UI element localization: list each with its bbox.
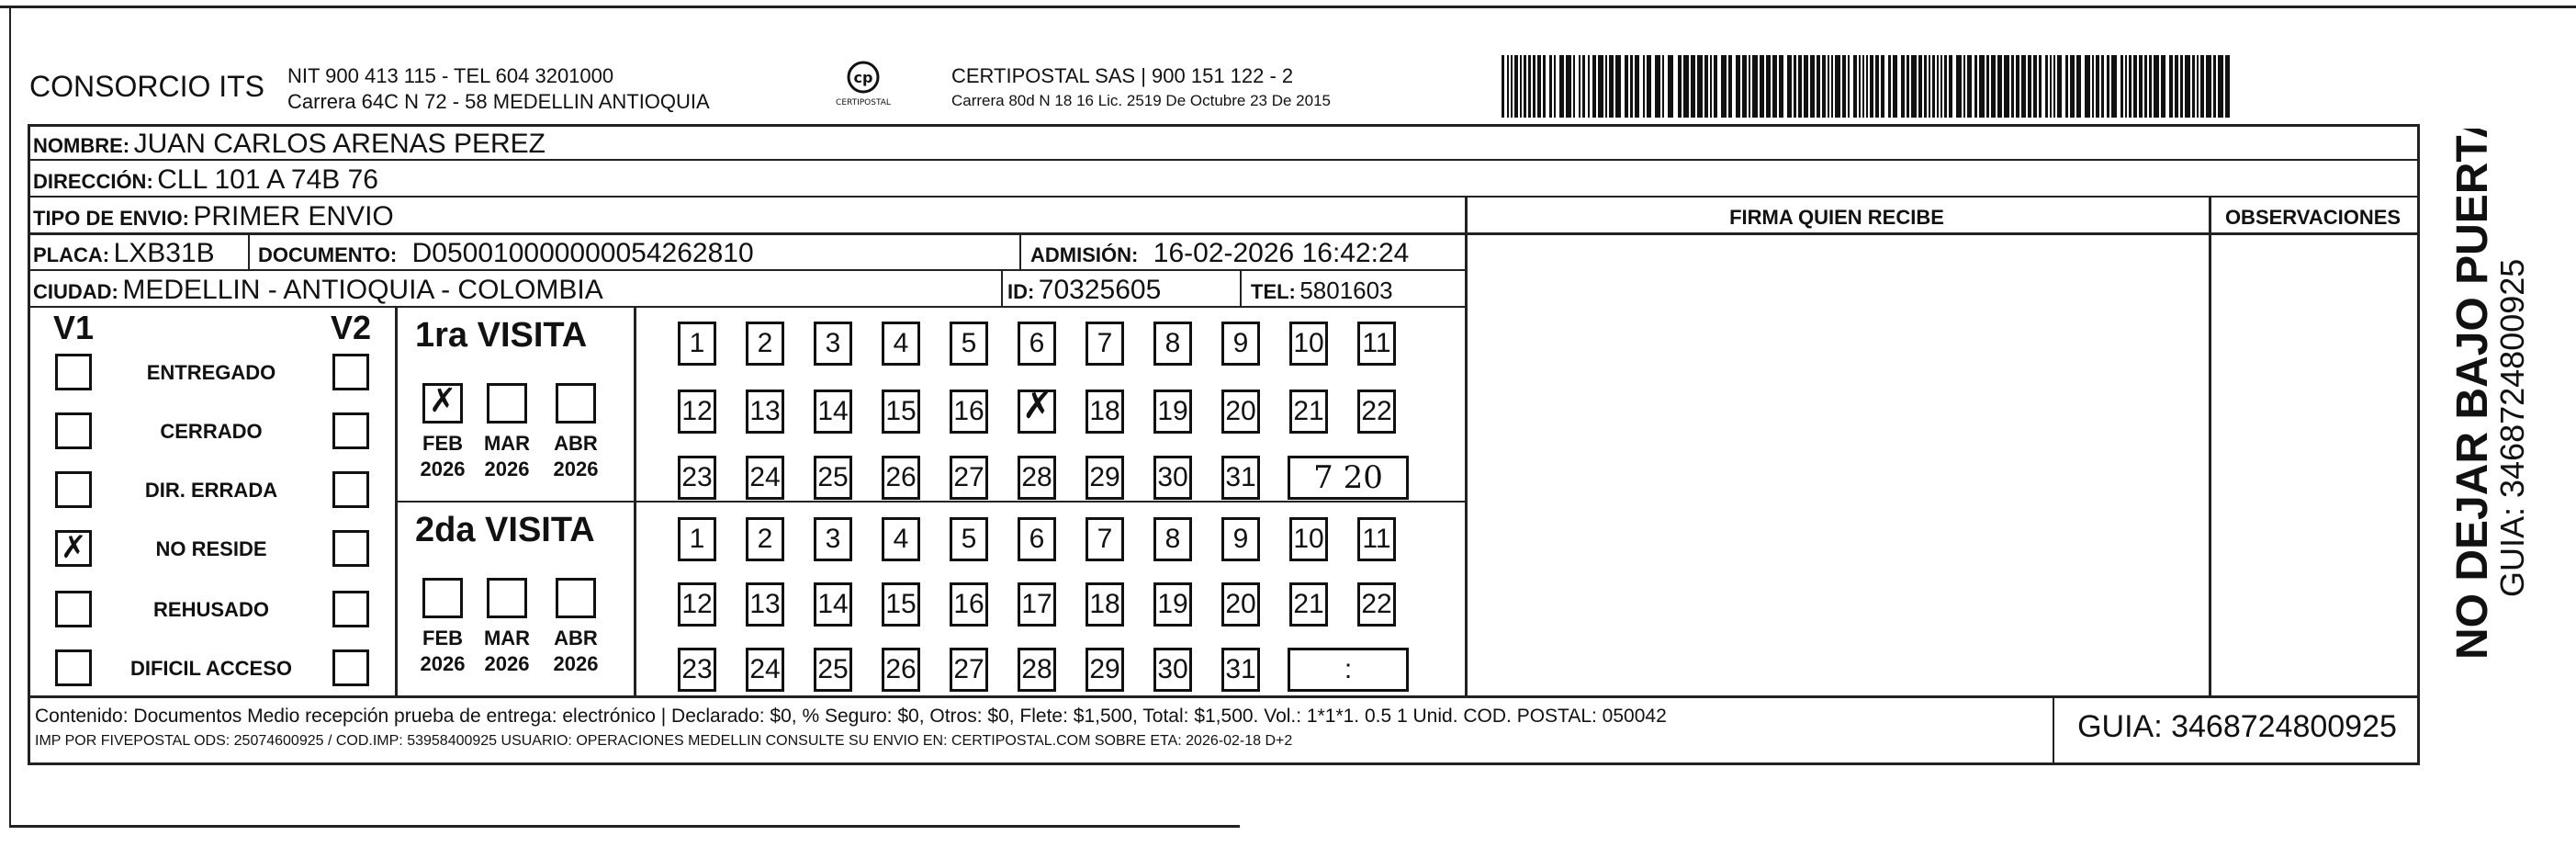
- tel-label: TEL:: [1251, 280, 1296, 303]
- v2-checkbox[interactable]: [332, 530, 369, 567]
- second-visit-day-box[interactable]: 30: [1153, 648, 1192, 692]
- v1-checkbox[interactable]: [55, 354, 92, 390]
- nombre-label: NOMBRE:: [33, 134, 130, 157]
- first-visit-day-box[interactable]: 24: [746, 456, 784, 500]
- svg-text:cp: cp: [853, 69, 873, 86]
- second-visit-day-box[interactable]: 13: [746, 582, 784, 627]
- id-value: 70325605: [1038, 275, 1162, 305]
- status-option-label: CERRADO: [160, 420, 263, 443]
- second-visit-day-box[interactable]: 11: [1357, 517, 1396, 561]
- first-visit-day-box[interactable]: 28: [1018, 456, 1056, 500]
- first-visit-day-box[interactable]: 5: [950, 322, 988, 366]
- first-visit-month-checkbox[interactable]: [487, 383, 527, 424]
- direccion-row: [33, 164, 378, 196]
- first-visit-day-box[interactable]: 15: [882, 390, 920, 434]
- documento-value: D050010000000054262810: [411, 238, 754, 268]
- first-visit-day-box[interactable]: 9: [1221, 322, 1260, 366]
- documento-label: DOCUMENTO:: [258, 243, 398, 266]
- first-visit-day-box[interactable]: 1: [678, 322, 716, 366]
- placa-value: LXB31B: [113, 238, 215, 268]
- direccion-value: CLL 101 A 74B 76: [157, 164, 378, 195]
- first-visit-day-box[interactable]: [1018, 385, 1056, 434]
- certipostal-logo: [831, 57, 895, 112]
- v1-checkbox[interactable]: [55, 471, 92, 508]
- second-visit-day-box[interactable]: 31: [1221, 648, 1260, 692]
- second-visit-month-checkbox[interactable]: [487, 578, 527, 618]
- nombre-value: JUAN CARLOS ARENAS PEREZ: [133, 129, 546, 159]
- status-option-label: DIFICIL ACCESO: [129, 657, 292, 680]
- second-visit-day-box[interactable]: 29: [1086, 648, 1124, 692]
- second-visit-day-box[interactable]: 8: [1153, 517, 1192, 561]
- first-visit-day-box[interactable]: 23: [678, 456, 716, 500]
- admision-cell: [1030, 238, 1409, 269]
- ciudad-cell: [33, 275, 603, 306]
- second-visit-day-box[interactable]: 2: [746, 517, 784, 561]
- first-visit-day-box[interactable]: 27: [950, 456, 988, 500]
- tel-value: 5801603: [1299, 277, 1393, 304]
- second-visit-day-box[interactable]: 6: [1018, 517, 1056, 561]
- barcode: [1502, 55, 2236, 118]
- v1-checkbox[interactable]: [55, 591, 92, 627]
- v2-label: V2: [331, 309, 372, 346]
- first-visit-day-box[interactable]: 30: [1153, 456, 1192, 500]
- company-name: CONSORCIO ITS: [29, 70, 265, 103]
- placa-label: PLACA:: [33, 243, 110, 266]
- second-visit-day-box[interactable]: 3: [814, 517, 852, 561]
- first-visit-day-box[interactable]: 19: [1153, 390, 1192, 434]
- bottom-border: [9, 825, 1240, 828]
- second-visit-day-box[interactable]: 16: [950, 582, 988, 627]
- first-visit-month-label: ABR 2026: [553, 432, 599, 480]
- observaciones-header: OBSERVACIONES: [2224, 206, 2402, 229]
- v1-checkbox[interactable]: [55, 412, 92, 449]
- second-visit-day-box[interactable]: 7: [1086, 517, 1124, 561]
- v1-label: V1: [53, 309, 95, 346]
- second-visit-day-box[interactable]: 27: [950, 648, 988, 692]
- footer-print-info: IMP POR FIVEPOSTAL ODS: 25074600925 / COD.IMP: 53958400925 USUARIO: OPERACIONES MEDELLIN CONSULTE SU ENVIO EN: CERTIPOSTAL.COM SOBRE ETA: 2026-02-18 D+2: [35, 733, 1293, 749]
- tipo-value: PRIMER ENVIO: [193, 201, 394, 232]
- id-cell: [1007, 275, 1161, 306]
- second-visit-day-box[interactable]: 12: [678, 582, 716, 627]
- first-visit-day-box[interactable]: 26: [882, 456, 920, 500]
- first-visit-month-label: MAR 2026: [483, 432, 531, 480]
- second-visit-day-box[interactable]: 18: [1086, 582, 1124, 627]
- first-visit-day-box[interactable]: 31: [1221, 456, 1260, 500]
- v1-checkbox[interactable]: [55, 649, 92, 686]
- status-option-label: REHUSADO: [153, 598, 269, 621]
- side-labels: [2434, 129, 2571, 661]
- v2-checkbox[interactable]: [332, 354, 369, 390]
- second-visit-title: 2da VISITA: [415, 511, 595, 549]
- second-visit-day-box[interactable]: 9: [1221, 517, 1260, 561]
- top-border: [0, 6, 2576, 8]
- first-visit-day-box[interactable]: 21: [1289, 390, 1328, 434]
- certipostal-info: CERTIPOSTAL SAS | 900 151 122 - 2: [951, 64, 1294, 87]
- first-visit-day-box[interactable]: 25: [814, 456, 852, 500]
- placa-cell: [33, 238, 215, 269]
- no-dejar-warning: NO DEJAR BAJO PUERTA: [2448, 129, 2497, 660]
- first-visit-day-box[interactable]: 13: [746, 390, 784, 434]
- second-visit-day-box[interactable]: 4: [882, 517, 920, 561]
- second-visit-day-box[interactable]: 10: [1289, 517, 1328, 561]
- first-visit-day-box[interactable]: 11: [1357, 322, 1396, 366]
- second-visit-day-box[interactable]: 21: [1289, 582, 1328, 627]
- first-visit-day-box[interactable]: 12: [678, 390, 716, 434]
- status-option-label: ENTREGADO: [146, 361, 276, 384]
- check-mark-icon: ✗: [1022, 385, 1053, 427]
- first-visit-day-box[interactable]: 10: [1289, 322, 1328, 366]
- first-visit-time-box[interactable]: 7 20: [1288, 456, 1409, 500]
- v2-checkbox[interactable]: [332, 591, 369, 627]
- second-visit-time-box[interactable]: :: [1288, 648, 1409, 692]
- admision-value: 16-02-2026 16:42:24: [1153, 238, 1410, 268]
- first-visit-month-label: FEB 2026: [420, 432, 466, 480]
- v2-checkbox[interactable]: [332, 471, 369, 508]
- logo-text: CERTIPOSTAL: [836, 98, 891, 107]
- second-visit-month-checkbox[interactable]: [556, 578, 596, 618]
- first-visit-day-box[interactable]: 7: [1086, 322, 1124, 366]
- form-bottom-line: [28, 762, 2420, 765]
- first-visit-day-box[interactable]: 6: [1018, 322, 1056, 366]
- second-visit-month-checkbox[interactable]: [422, 578, 463, 618]
- first-visit-day-box[interactable]: 16: [950, 390, 988, 434]
- certipostal-license: Carrera 80d N 18 16 Lic. 2519 De Octubre 23 De 2015: [951, 92, 1331, 109]
- second-visit-day-box[interactable]: 14: [814, 582, 852, 627]
- first-visit-title: 1ra VISITA: [415, 316, 588, 355]
- documento-cell: [258, 238, 754, 269]
- second-visit-day-box[interactable]: 5: [950, 517, 988, 561]
- second-visit-day-box[interactable]: 26: [882, 648, 920, 692]
- form-top-line: [28, 124, 2420, 127]
- admision-label: ADMISIÓN:: [1030, 243, 1139, 266]
- first-visit-day-box[interactable]: 4: [882, 322, 920, 366]
- second-visit-day-box[interactable]: 22: [1357, 582, 1396, 627]
- second-visit-day-box[interactable]: 23: [678, 648, 716, 692]
- check-mark-icon: ✗: [429, 382, 457, 420]
- status-option-label: NO RESIDE: [155, 537, 267, 560]
- v2-checkbox[interactable]: [332, 649, 369, 686]
- first-visit-day-box[interactable]: 14: [814, 390, 852, 434]
- tipo-label: TIPO DE ENVIO:: [33, 207, 189, 230]
- direccion-label: DIRECCIÓN:: [33, 170, 153, 193]
- first-visit-day-box[interactable]: 2: [746, 322, 784, 366]
- ciudad-label: CIUDAD:: [33, 280, 118, 303]
- second-visit-day-box[interactable]: 19: [1153, 582, 1192, 627]
- id-label: ID:: [1007, 280, 1035, 303]
- second-visit-day-box[interactable]: 1: [678, 517, 716, 561]
- firma-header: FIRMA QUIEN RECIBE: [1729, 206, 1944, 229]
- ciudad-value: MEDELLIN - ANTIOQUIA - COLOMBIA: [122, 275, 603, 305]
- company-nit: NIT 900 413 115 - TEL 604 3201000: [287, 64, 614, 87]
- first-visit-day-box[interactable]: 8: [1153, 322, 1192, 366]
- second-visit-day-box[interactable]: 24: [746, 648, 784, 692]
- second-visit-day-box[interactable]: 15: [882, 582, 920, 627]
- first-visit-day-box[interactable]: 20: [1221, 390, 1260, 434]
- second-visit-day-box[interactable]: 17: [1018, 582, 1056, 627]
- check-mark-icon: ✗: [61, 529, 87, 566]
- first-visit-day-box[interactable]: 18: [1086, 390, 1124, 434]
- first-visit-day-box[interactable]: 3: [814, 322, 852, 366]
- status-option-label: DIR. ERRADA: [144, 479, 278, 502]
- first-visit-month-checkbox[interactable]: [422, 383, 463, 424]
- second-visit-month-label: ABR 2026: [553, 627, 599, 675]
- second-visit-day-box[interactable]: 28: [1018, 648, 1056, 692]
- tipo-row: [33, 201, 394, 232]
- company-address: Carrera 64C N 72 - 58 MEDELLIN ANTIOQUIA: [287, 90, 710, 113]
- nombre-row: [33, 129, 546, 160]
- second-visit-day-box[interactable]: 25: [814, 648, 852, 692]
- footer-contents: Contenido: Documentos Medio recepción prueba de entrega: electrónico | Declarado: $0, % Seguro: $0, Otros: $0, Flete: $1,500, Total: $1,500. Vol.: 1*1*1. 0.5 1 Unid. COD. POSTAL: 050042: [35, 706, 1667, 727]
- v2-checkbox[interactable]: [332, 412, 369, 449]
- left-border: [9, 6, 11, 828]
- first-visit-day-box[interactable]: 22: [1357, 390, 1396, 434]
- guia-box: GUIA: 3468724800925: [2077, 709, 2397, 744]
- second-visit-month-label: FEB 2026: [420, 627, 466, 675]
- first-visit-month-checkbox[interactable]: [556, 383, 596, 424]
- first-visit-day-box[interactable]: 29: [1086, 456, 1124, 500]
- second-visit-month-label: MAR 2026: [483, 627, 531, 675]
- v1-checkbox[interactable]: [55, 530, 92, 567]
- tel-cell: [1251, 277, 1393, 305]
- side-guia: GUIA: 3468724800925: [2493, 258, 2531, 597]
- second-visit-day-box[interactable]: 20: [1221, 582, 1260, 627]
